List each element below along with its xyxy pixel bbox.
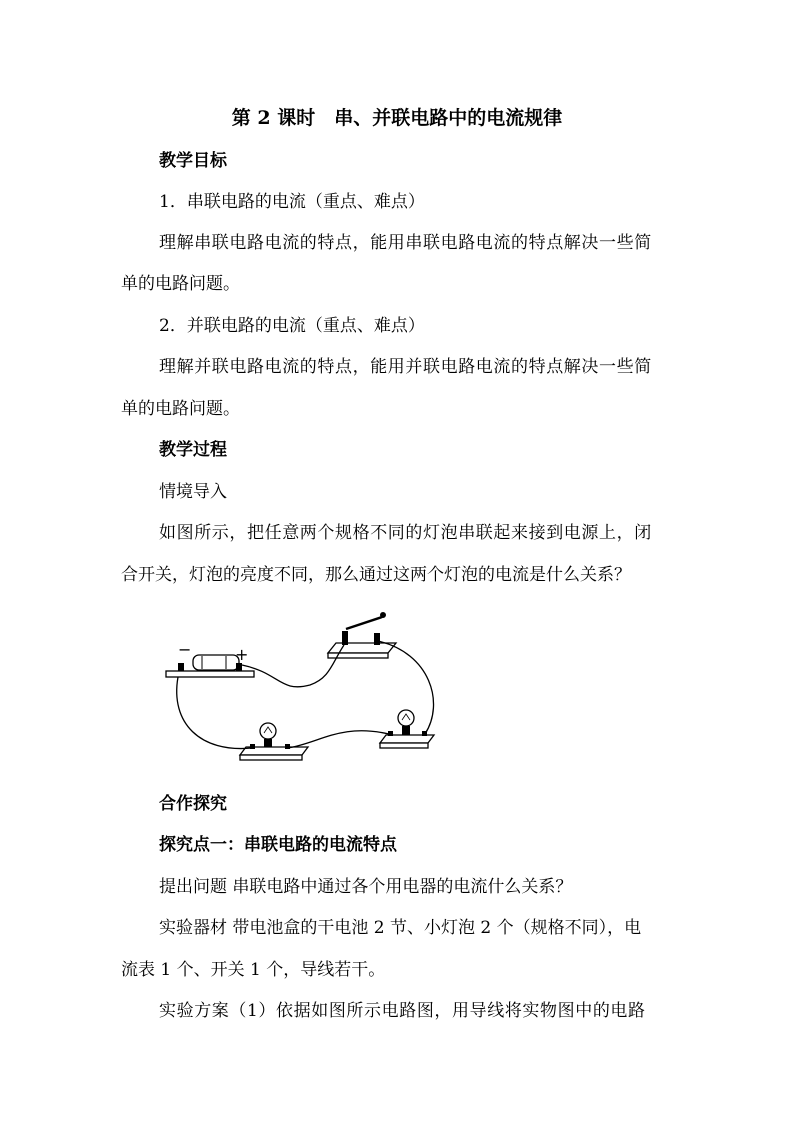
bulb-left [240,723,308,760]
switch [328,612,396,658]
goal2-text: 理解并联电路电流的特点，能用并联电路电流的特点解决一些简 [159,357,652,377]
goals-heading: 教学目标 [159,151,227,171]
series-circuit-figure [160,603,450,773]
bulb-right [380,710,434,748]
goal1-text: 理解串联电路电流的特点，能用串联电路电流的特点解决一些简 [159,233,652,253]
page-title: 第 2 课时 串、并联电路中的电流规律 [231,107,563,129]
question-text: 提出问题 串联电路中通过各个用电器的电流什么关系？ [159,877,573,897]
intro-heading: 情境导入 [159,482,227,502]
plan-text: 实验方案（1）依据如图所示电路图，用导线将实物图中的电路 [159,1001,646,1021]
intro-text-cont: 合开关，灯泡的亮度不同，那么通过这两个灯泡的电流是什么关系？ [121,565,631,585]
intro-text: 如图所示，把任意两个规格不同的灯泡串联起来接到电源上，闭 [159,523,652,543]
equipment-text: 实验器材 带电池盒的干电池 2 节、小灯泡 2 个（规格不同），电 [159,918,642,938]
goal2-text-cont: 单的电路问题。 [121,399,240,419]
plus-sign: + [235,645,249,664]
goal1-text-cont: 单的电路问题。 [121,274,240,294]
process-heading: 教学过程 [159,440,227,460]
equipment-text-cont: 流表 1 个、开关 1 个，导线若干。 [121,960,386,980]
coop-heading: 合作探究 [159,794,227,814]
battery-holder [166,640,254,677]
goal1-title: 1．串联电路的电流（重点、难点） [159,192,425,212]
explore1-heading: 探究点一：串联电路的电流特点 [159,835,397,855]
minus-sign: − [178,640,192,659]
goal2-title: 2．并联电路的电流（重点、难点） [159,316,425,336]
